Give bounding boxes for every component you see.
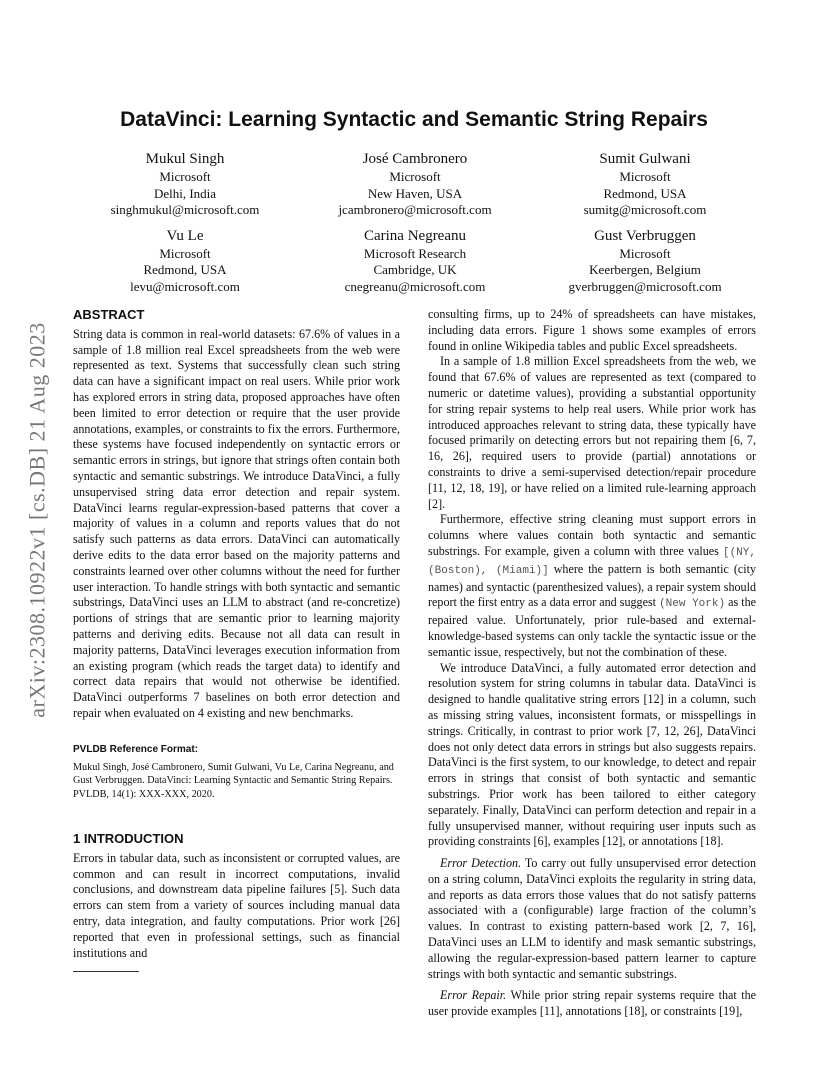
paragraph-text: To carry out fully unsupervised error detection on a string column, DataVinci exploits the regularity in string data, and reports as data errors those values that do not satisfy patterns associated with a (configurable) large fraction of the column’s values. In contrast to existing pattern-based work [2, 7, 16], DataVinci uses an LLM to identify and mask semantic substrings, allowing the regular-expression-based pattern learner to capture strings with both syntactic and semantic substrings. [428,856,756,981]
author-affiliation: Microsoft [159,169,211,184]
introduction-heading: 1 INTRODUCTION [73,831,184,847]
author-location: Redmond, USA [603,185,687,201]
author-affiliation: Microsoft [619,245,671,261]
author-name: Vu Le [166,227,204,244]
reference-format-heading: PVLDB Reference Format: [73,743,199,755]
footnote-rule [73,971,139,972]
author-card [70,150,300,219]
error-repair-paragraph [428,988,756,1020]
author-card [300,150,530,219]
author-location: Cambridge, UK [373,262,457,278]
author-name: Sumit Gulwani [599,151,691,167]
author-email: gverbruggen@microsoft.com [568,278,722,294]
paragraph-text: as the repaired value. Unfortunately, prior rule-based and external-knowledge-based systems can only tackle the syntactic issue or the semantic issue, respectively, but not the combination of these. [428,595,756,659]
author-affiliation: Microsoft Research [363,245,467,261]
author-card [530,150,760,219]
reference-format-text: Mukul Singh, José Cambronero, Sumit Gulwani, Vu Le, Carina Negreanu, and Gust Verbruggen. DataVinci: Learning Syntactic and Semantic String Repairs. PVLDB, 14(1): XXX-XXX, 2020. [73,761,394,800]
author-row [70,227,760,296]
abstract-text: String data is common in real-world datasets: 67.6% of values in a sample of 1.8 million real Excel spreadsheets from the web were represented as text. Systems that successfully clean such string data can have a significant impact on real users. While prior work has explored errors in string data, proposed approaches have often been limited to error detection or require that the user provide annotations, examples, or constraints to fix the errors. Furthermore, these systems have focused independently on syntactic errors or semantic errors in strings, but ignore that strings often contain both syntactic and semantic substrings. We introduce DataVinci, a fully unsupervised string data error detection and repair system. DataVinci learns regular-expression-based patterns that cover a majority of values in a column and reports values that do not satisfy such patterns as data errors. DataVinci can automatically derive edits to the data error based on the majority patterns and constraints learned over other columns without the need for further user interaction. To handle strings with both syntactic and semantic substrings, DataVinci uses an LLM to abstract (and re-concretize) portions of strings that are semantic prior to learning majority patterns and deriving edits. Because not all data can result in majority patterns, DataVinci leverages execution information from an existing program (which reads the target data) to identify and correct data repairs that would not otherwise be identified. DataVinci outperforms 7 baselines on both error detection and repair when evaluated on 4 existing and new benchmarks. [73,326,400,720]
paragraph-text: While prior string repair systems require that the user provide examples [11], annotations [18], or constraints [19], [428,988,757,1019]
author-name: Mukul Singh [145,151,225,167]
error-detection-paragraph [428,856,756,982]
introduction-paragraph-continued: consulting firms, up to 24% of spreadsheets can have mistakes, including data errors. Figure 1 shows some examples of errors found in online Wikipedia tables and public Excel spreadsheets. [428,307,756,353]
author-card [530,227,760,296]
paragraph-text: Furthermore, effective string cleaning must support errors in columns where values contain both syntactic and semantic substrings. For example, given a column with three values [428,512,756,558]
arxiv-label: arXiv:2308.10922v1 [cs.DB] 21 Aug 2023 [25,322,51,718]
author-row [70,150,760,219]
author-card [70,227,300,296]
run-in-heading: Error Repair. [440,988,507,1003]
introduction-paragraph [428,512,756,660]
arxiv-identifier [22,280,54,760]
author-location: Redmond, USA [143,262,227,278]
author-location: Keerbergen, Belgium [589,262,701,278]
author-email: jcambronero@microsoft.com [338,202,492,218]
introduction-paragraph: Errors in tabular data, such as inconsistent or corrupted values, are common and can result in incorrect computations, invalid conclusions, and downstream data pipeline failures [5]. Such data errors can stem from a variety of sources including manual data entry, data integration, and faulty computations. Prior work [26] reported that even in professional settings, such as financial institutions and [73,850,400,960]
author-name: José Cambronero [362,151,468,167]
introduction-paragraph: In a sample of 1.8 million Excel spreadsheets from the web, we found that 67.6% of values are represented as text (compared to numeric or datetime values), providing a substantial opportunity for string repair systems to help real users. While prior work has introduced approaches relevant to string data, these typically have focused primarily on detecting errors but not repairing them [6, 7, 16, 26], required users to provide (partial) annotations or constraints to drive a semi-supervised detection/repair procedure [11, 12, 18, 19], or have relied on a limited rule-learning approach [2]. [428,354,756,511]
code-example: [(NY, (Boston), (Miami)] [428,546,756,577]
author-affiliation: Microsoft [389,169,441,184]
left-column [73,307,400,972]
paper-title: DataVinci: Learning Syntactic and Semantic String Repairs [120,108,708,131]
run-in-heading: Error Detection. [440,856,522,871]
author-affiliation: Microsoft [159,245,211,261]
author-email: singhmukul@microsoft.com [110,202,260,218]
author-affiliation: Microsoft [619,169,671,184]
author-email: cnegreanu@microsoft.com [344,278,486,294]
code-example: (New York) [659,598,726,611]
author-card [300,227,530,296]
author-name: Carina Negreanu [363,227,467,244]
abstract-heading: ABSTRACT [73,307,145,322]
paragraph-text: where the pattern is both semantic (city names) and syntactic (parenthesized values), a repair system should report the first entry as a data error and suggest [428,561,756,610]
author-location: Delhi, India [153,185,217,201]
author-email: sumitg@microsoft.com [583,202,707,218]
author-block [70,150,760,304]
introduction-paragraph: We introduce DataVinci, a fully automated error detection and resolution system for string columns in tabular data. DataVinci is designed to handle qualitative string errors [12] in a column, such as missing string values, inconsistent formats, or misspellings in strings. Critically, in contrast to prior work [7, 12, 26], DataVinci does not only detect data errors in strings but also suggests repairs. DataVinci is the first system, to our knowledge, to detect and repair errors in strings that consist of both syntactic and semantic substrings. Prior work has been tailored to either category separately. Finally, DataVinci can perform detection and repair in a fully unsupervised manner, without requiring user inputs such as providing constraints [6], examples [12], or annotations [18]. [428,660,756,849]
author-location: New Haven, USA [367,185,463,201]
right-column [428,307,756,1020]
author-email: levu@microsoft.com [130,278,240,294]
author-name: Gust Verbruggen [594,227,696,244]
